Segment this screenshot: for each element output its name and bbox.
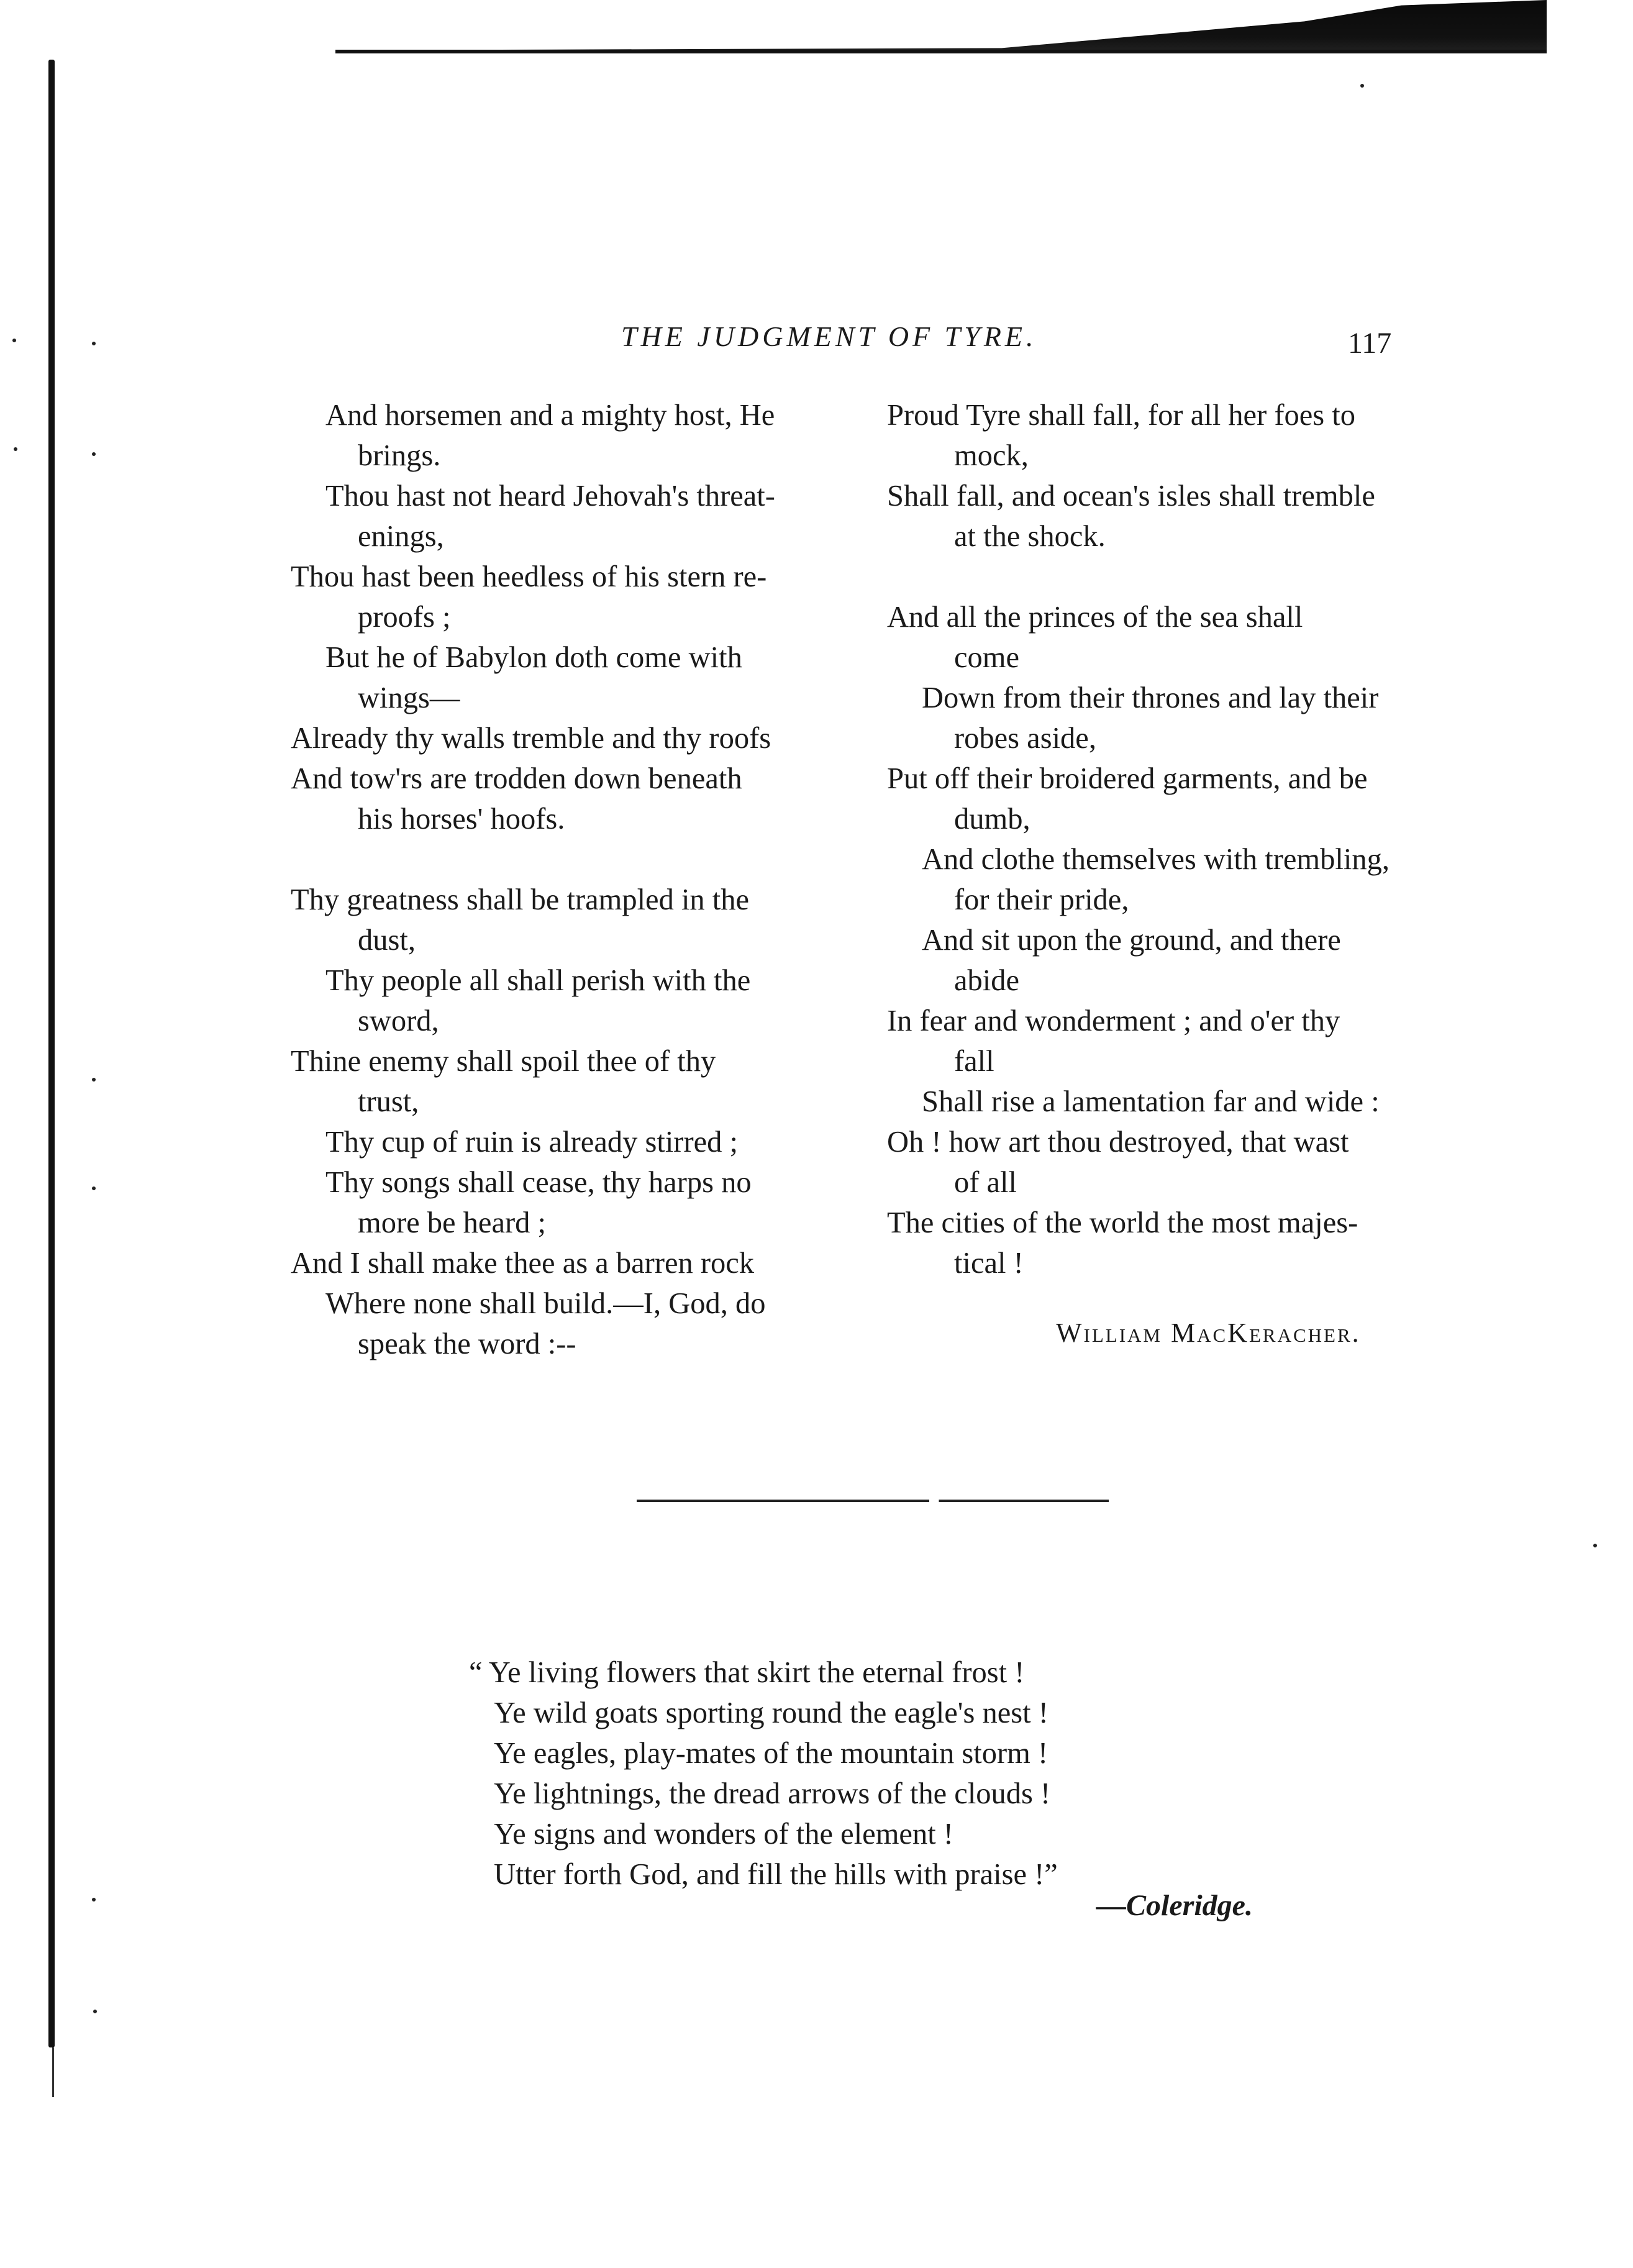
poem-line: But he of Babylon doth come with — [325, 641, 742, 674]
poem-line: tical ! — [954, 1247, 1024, 1280]
poem-line: And horsemen and a mighty host, He — [325, 399, 775, 432]
scan-speck — [92, 452, 96, 456]
scan-speck — [92, 342, 96, 345]
poem-line: Thou hast been heedless of his stern re- — [291, 560, 767, 593]
poem-line: And clothe themselves with trembling, — [922, 843, 1390, 876]
poem-line: trust, — [358, 1085, 419, 1118]
scan-speck — [1360, 84, 1364, 88]
poem-line: Thou hast not heard Jehovah's threat- — [325, 480, 775, 512]
scan-edge-line — [335, 50, 1547, 53]
page-binding-edge — [48, 60, 55, 2047]
page-number: 117 — [1348, 327, 1392, 360]
scan-speck — [92, 1078, 96, 1082]
page-binding-edge-tail — [52, 2047, 54, 2097]
poem-line: The cities of the world the most majes- — [887, 1206, 1358, 1239]
section-divider-rule — [637, 1500, 1109, 1502]
poem-line: for their pride, — [954, 883, 1129, 916]
poem-line: Thy cup of ruin is already stirred ; — [325, 1126, 738, 1159]
poem-line: And tow'rs are trodden down beneath — [291, 762, 742, 795]
poem-line: fall — [954, 1045, 994, 1078]
coleridge-quotation — [469, 1652, 1058, 1895]
scan-speck — [14, 447, 17, 451]
scan-speck — [92, 1898, 96, 1901]
scan-speck — [1593, 1544, 1597, 1547]
poem-line: sword, — [358, 1004, 439, 1037]
poem-line: dumb, — [954, 803, 1030, 836]
poem-line: abide — [954, 964, 1020, 997]
scan-speck — [92, 1186, 96, 1190]
quotation-attribution: —Coleridge. — [1096, 1889, 1253, 1922]
poem-line: Shall fall, and ocean's isles shall tremble — [887, 480, 1375, 512]
poem-line: Proud Tyre shall fall, for all her foes to — [887, 399, 1355, 432]
scan-speck — [12, 339, 16, 342]
poem-line: proofs ; — [358, 601, 451, 634]
running-title: THE JUDGMENT OF TYRE. — [621, 321, 1037, 352]
scan-speck — [93, 2010, 97, 2013]
poem-line: Thy people all shall perish with the — [325, 964, 751, 997]
poem-line: Oh ! how art thou destroyed, that wast — [887, 1126, 1349, 1159]
poem-line: at the shock. — [954, 520, 1106, 553]
poem-right-column — [887, 395, 1458, 1283]
quotation-line: Ye signs and wonders of the element ! — [494, 1818, 953, 1851]
quotation-line: Ye wild goats sporting round the eagle's nest ! — [494, 1696, 1048, 1729]
quotation-line: Utter forth God, and fill the hills with praise !” — [494, 1858, 1058, 1891]
poem-line: more be heard ; — [358, 1206, 546, 1239]
poem-line: robes aside, — [954, 722, 1096, 755]
poem-line: And all the princes of the sea shall — [887, 601, 1303, 634]
poem-line: Put off their broidered garments, and be — [887, 762, 1368, 795]
poem-line: dust, — [358, 924, 416, 957]
poem-line: And I shall make thee as a barren rock — [291, 1247, 755, 1280]
poem-line: Thy greatness shall be trampled in the — [291, 883, 750, 916]
stanza-break — [887, 557, 1458, 597]
quotation-line: Ye lightnings, the dread arrows of the clouds ! — [494, 1777, 1051, 1810]
scan-edge-shadow — [335, 0, 1547, 53]
quotation-line: “ Ye living flowers that skirt the eternal frost ! — [469, 1656, 1025, 1689]
poem-line: Thy songs shall cease, thy harps no — [325, 1166, 752, 1199]
poem-line: Where none shall build.—I, God, do — [325, 1287, 766, 1320]
poem-line: brings. — [358, 439, 441, 472]
stanza-break — [291, 839, 862, 880]
poem-line: And sit upon the ground, and there — [922, 924, 1341, 957]
poem-line: enings, — [358, 520, 444, 553]
poem-line: speak the word :-- — [358, 1328, 576, 1360]
poem-line: come — [954, 641, 1020, 674]
poem-line: his horses' hoofs. — [358, 803, 565, 836]
poem-line: In fear and wonderment ; and o'er thy — [887, 1004, 1340, 1037]
poem-line: mock, — [954, 439, 1029, 472]
poem-line: Down from their thrones and lay their — [922, 681, 1379, 714]
poem-line: Thine enemy shall spoil thee of thy — [291, 1045, 716, 1078]
poem-left-column — [291, 395, 862, 1364]
quotation-line: Ye eagles, play-mates of the mountain storm ! — [494, 1737, 1048, 1770]
poem-line: wings— — [358, 681, 460, 714]
poem-line: of all — [954, 1166, 1017, 1199]
poem-signature: William MacKeracher. — [1056, 1318, 1361, 1348]
poem-line: Already thy walls tremble and thy roofs — [291, 722, 771, 755]
poem-line: Shall rise a lamentation far and wide : — [922, 1085, 1380, 1118]
